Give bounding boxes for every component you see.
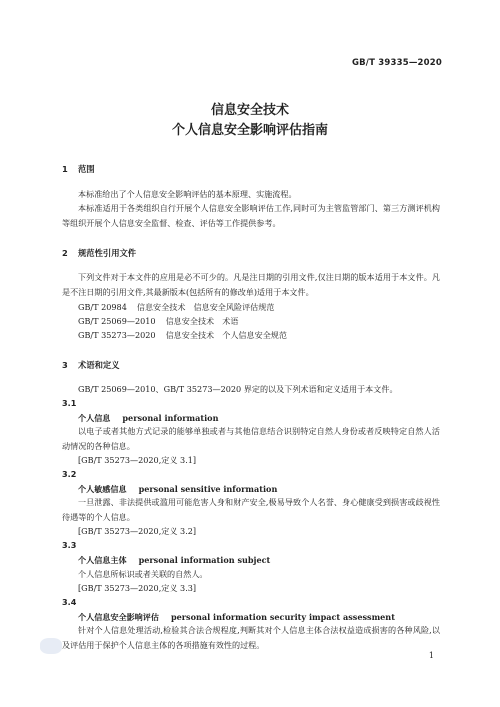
term-number: 3.1 <box>62 398 77 408</box>
term-number: 3.3 <box>62 540 77 550</box>
reference-item: GB/T 35273—2020 信息安全技术 个人信息安全规范 <box>78 330 287 340</box>
term-heading <box>78 484 277 495</box>
section-title: 范围 <box>78 164 95 174</box>
term-source: [GB/T 35273—2020,定义 3.2] <box>78 526 197 536</box>
term-zh: 个人信息 <box>78 413 111 423</box>
section-3-heading <box>62 359 120 371</box>
term-definition: 一旦泄露、非法提供或滥用可能危害人身和财产安全,极易导致个人名誉、身心健康受到损害或歧视性待遇等的个人信息。 <box>62 497 440 522</box>
title-line-2: 个人信息安全影响评估指南 <box>171 123 328 138</box>
term-en: personal information <box>122 413 219 423</box>
standard-code: GB/T 39335—2020 <box>351 58 442 68</box>
term-zh: 个人信息安全影响评估 <box>78 612 159 622</box>
term-heading <box>78 612 395 623</box>
section-2-para-1: 下列文件对于本文件的应用是必不可少的。凡是注日期的引用文件,仅注日期的版本适用于本文件。凡是不注日期的引用文件,其最新版本(包括所有的修改单)适用于本文件。 <box>62 272 440 297</box>
section-number: 2 <box>62 248 68 258</box>
term-definition: 以电子或者其他方式记录的能够单独或者与其他信息结合识别特定自然人身份或者反映特定自然人活动情况的各种信息。 <box>62 426 440 451</box>
section-number: 3 <box>62 360 68 370</box>
term-en: personal information subject <box>138 555 271 565</box>
section-1-para-1: 本标准给出了个人信息安全影响评估的基本原理、实施流程。 <box>78 189 297 199</box>
section-title: 术语和定义 <box>78 360 120 370</box>
term-source: [GB/T 35273—2020,定义 3.1] <box>78 455 197 465</box>
section-1-para-2: 本标准适用于各类组织自行开展个人信息安全影响评估工作,同时可为主管监管部门、第三方测评机构等组织开展个人信息安全监督、检查、评估等工作提供参考。 <box>62 203 440 228</box>
term-definition: 针对个人信息处理活动,检验其合法合规程度,判断其对个人信息主体合法权益造成损害的各种风险,以及评估用于保护个人信息主体的各项措施有效性的过程。 <box>62 625 440 650</box>
term-number: 3.4 <box>62 597 77 607</box>
reference-item: GB/T 20984 信息安全技术 信息安全风险评估规范 <box>78 302 275 312</box>
section-title: 规范性引用文件 <box>78 248 137 258</box>
term-en: personal information security impact assessment <box>170 612 395 622</box>
term-heading <box>78 555 270 566</box>
term-zh: 个人信息主体 <box>78 555 127 565</box>
title-line-1: 信息安全技术 <box>210 103 289 118</box>
scan-smudge <box>40 638 62 654</box>
term-zh: 个人敏感信息 <box>78 484 127 494</box>
section-number: 1 <box>62 164 68 174</box>
page-number: 1 <box>428 651 434 660</box>
section-1-heading <box>62 163 95 175</box>
term-number: 3.2 <box>62 469 77 479</box>
section-2-heading <box>62 247 136 259</box>
reference-item: GB/T 25069—2010 信息安全技术 术语 <box>78 316 239 326</box>
term-heading <box>78 413 218 424</box>
term-en: personal sensitive information <box>138 484 278 494</box>
term-definition: 个人信息所标识或者关联的自然人。 <box>78 569 208 579</box>
term-source: [GB/T 35273—2020,定义 3.3] <box>78 583 197 593</box>
section-3-intro: GB/T 25069—2010、GB/T 35273—2020 界定的以及下列术语和定义适用于本文件。 <box>78 384 398 394</box>
